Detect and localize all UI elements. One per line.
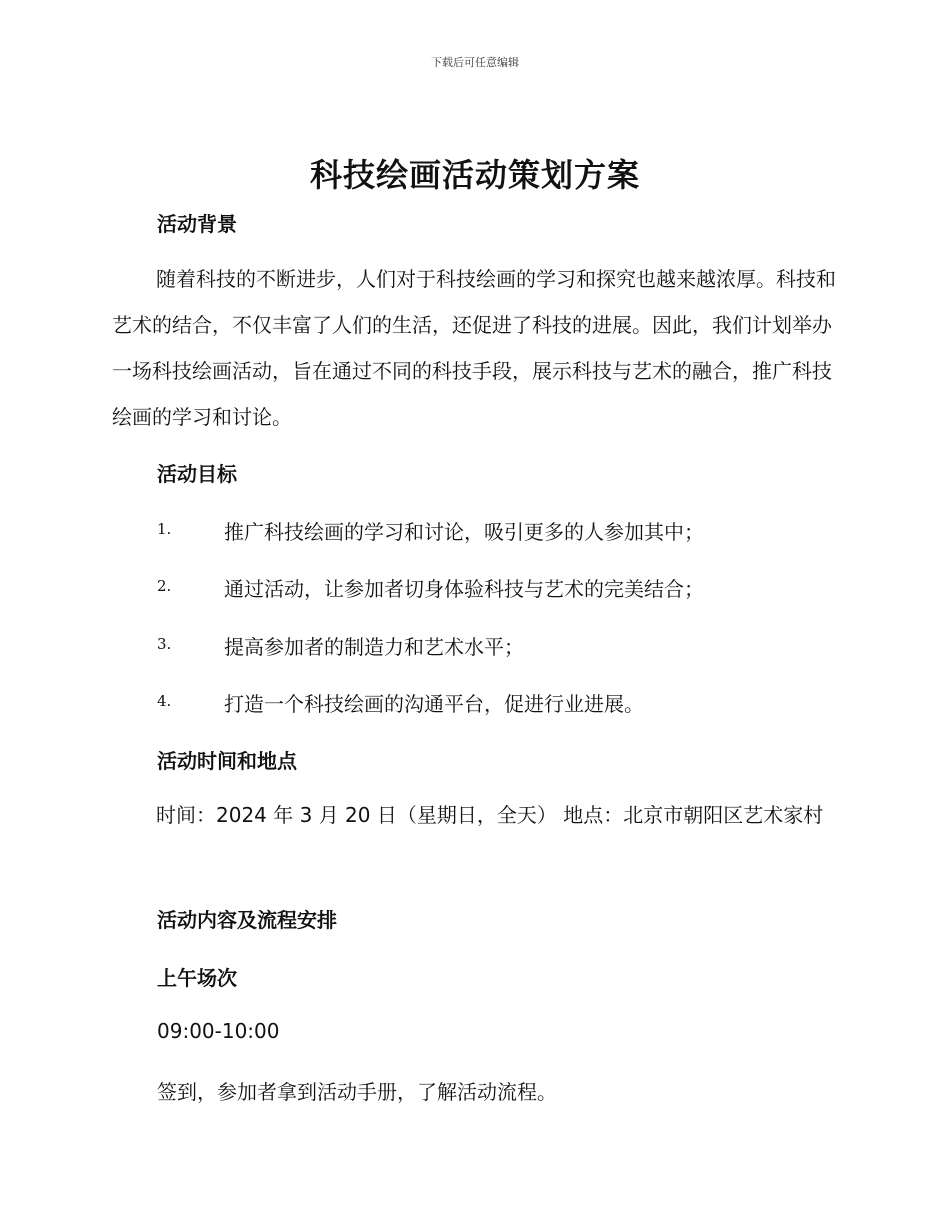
list-item-number: 4. (157, 692, 172, 710)
list-item-text: 推广科技绘画的学习和讨论，吸引更多的人参加其中； (224, 520, 704, 544)
time-slot-description: 签到，参加者拿到活动手册，了解活动流程。 (157, 1080, 557, 1104)
time-place-paragraph: 时间：2024 年 3 月 20 日（星期日，全天） 地点：北京市朝阳区艺术家村 (156, 803, 824, 827)
background-paragraph: 随着科技的不断进步，人们对于科技绘画的学习和探究也越来越浓厚。科技和艺术的结合，不仅丰富了人们的生活，还促进了科技的进展。因此，我们计划举办一场科技绘画活动，旨在通过不同的科技手段，展示科技与艺术的融合，推广科技绘画的学习和讨论。 (112, 267, 836, 429)
list-item-number: 1. (157, 520, 172, 538)
list-item-text: 打造一个科技绘画的沟通平台，促进行业进展。 (224, 692, 644, 716)
list-item-number: 2. (157, 577, 172, 595)
subsection-heading-morning: 上午场次 (157, 966, 237, 990)
list-item-text: 提高参加者的制造力和艺术水平； (224, 635, 524, 659)
time-slot: 09:00-10:00 (157, 1019, 280, 1043)
section-heading-time-place: 活动时间和地点 (157, 749, 297, 773)
section-heading-goals: 活动目标 (157, 462, 237, 486)
list-item-number: 3. (157, 635, 172, 653)
list-item-text: 通过活动，让参加者切身体验科技与艺术的完美结合； (224, 577, 704, 601)
section-heading-background: 活动背景 (157, 212, 237, 236)
header-note: 下载后可任意编辑 (431, 56, 519, 69)
section-heading-content: 活动内容及流程安排 (157, 908, 337, 932)
document-title: 科技绘画活动策划方案 (309, 156, 640, 194)
